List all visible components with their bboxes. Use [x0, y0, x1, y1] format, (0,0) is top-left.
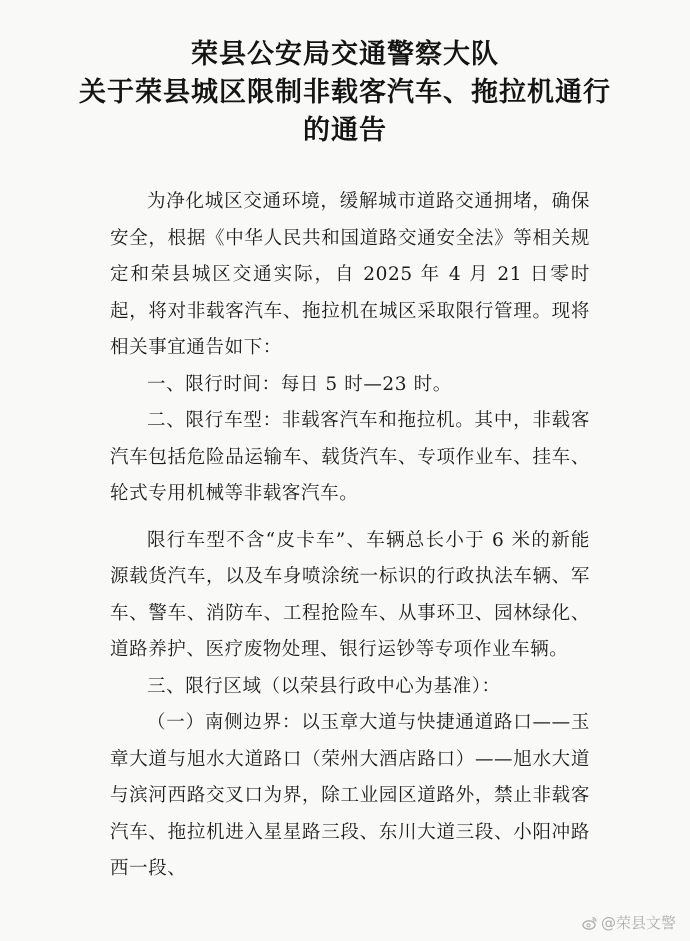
title-line-1: 荣县公安局交通警察大队: [191, 39, 499, 70]
weibo-icon: [582, 915, 598, 931]
paragraph-exemptions: 限行车型不含“皮卡车”、车辆总长小于 6 米的新能源载货汽车，以及车身喷涂统一标识的行政执法车辆、军车、警车、消防车、工程抢险车、从事环卫、园林绿化、道路养护、医疗废物处理、银行运钞等专项作业车辆。: [110, 529, 590, 660]
paragraph-vehicle-types: 二、限行车型：非载客汽车和拖拉机。其中，非载客汽车包括危险品运输车、载货汽车、专项作业车、挂车、轮式专用机械等非载客汽车。: [110, 410, 590, 504]
paragraph-intro: 为净化城区交通环境，缓解城市道路交通拥堵，确保安全，根据《中华人民共和国道路交通安全法》等相关规定和荣县城区交通实际，自 2025 年 4 月 21 日零时起，将对非载客汽车、拖拉机在城区采取限行管理。现将相关事宜通告如下：: [110, 191, 590, 358]
title-line-2: 关于荣县城区限制非载客汽车、拖拉机通行: [79, 77, 611, 108]
paragraph-area-heading: 三、限行区域（以荣县行政中心为基准）：: [147, 675, 501, 697]
notice-title: [0, 36, 690, 150]
paragraph-time: 一、限行时间：每日 5 时—23 时。: [147, 373, 452, 395]
title-line-3: 的通告: [303, 115, 387, 146]
watermark: [582, 912, 676, 933]
watermark-text: @荣县文警: [600, 914, 676, 932]
notice-body: [110, 184, 590, 888]
paragraph-south-boundary: （一）南侧边界：以玉章大道与快捷通道路口——玉章大道与旭水大道路口（荣州大酒店路口）——旭水大道与滨河西路交叉口为界，除工业园区道路外，禁止非载客汽车、拖拉机进入星星路三段、东川大道三段、小阳冲路西一段、: [110, 712, 590, 879]
